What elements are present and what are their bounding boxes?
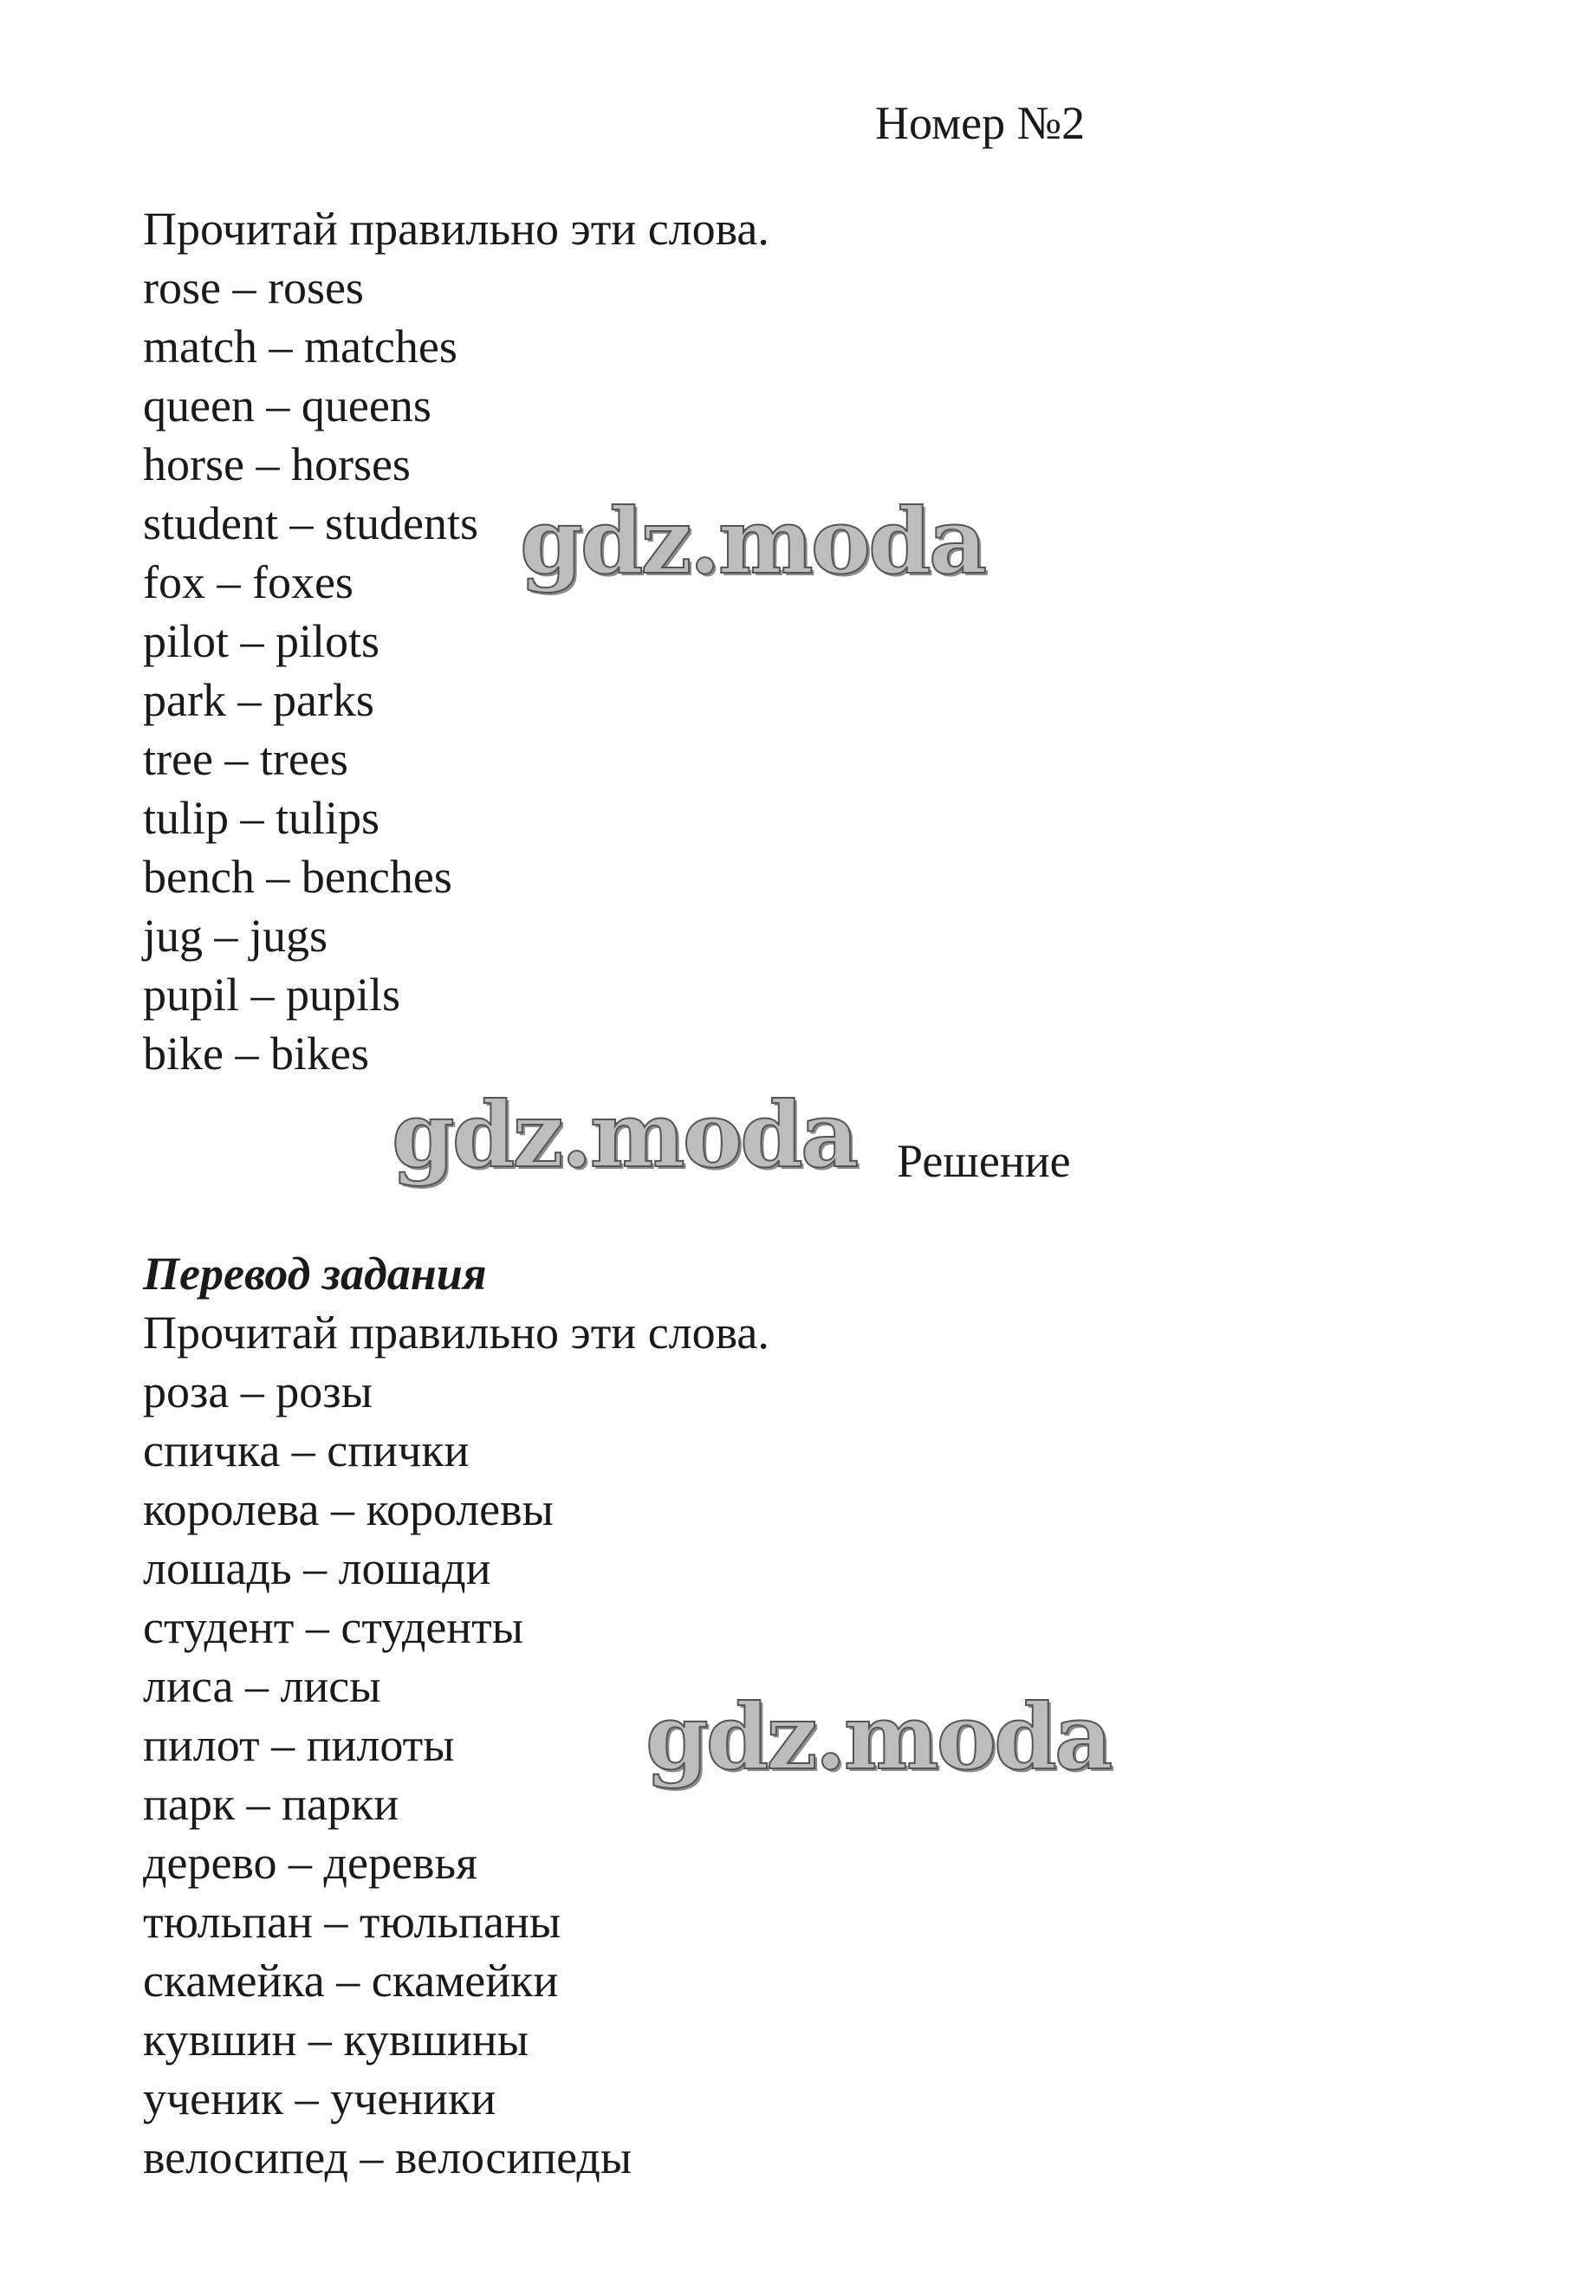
word-pair: park – parks <box>143 674 374 726</box>
translated-pair: спичка – спички <box>143 1424 470 1476</box>
word-pair: horse – horses <box>143 438 411 490</box>
task-number: Номер №2 <box>875 97 1086 149</box>
translated-pair: кувшин – кувшины <box>143 2014 529 2066</box>
word-pair: fox – foxes <box>143 556 354 608</box>
translated-pair: королева – королевы <box>143 1483 554 1535</box>
watermark-logo: gdz.moda <box>392 1081 857 1188</box>
translation-instruction: Прочитай правильно эти слова. <box>143 1307 769 1359</box>
translated-pair: скамейка – скамейки <box>143 1955 559 2007</box>
watermark-logo: gdz.moda <box>520 488 985 594</box>
word-pair: tulip – tulips <box>143 792 380 844</box>
translated-pair: парк – парки <box>143 1778 399 1830</box>
word-pair: bike – bikes <box>143 1028 369 1080</box>
translated-pair: дерево – деревья <box>143 1837 477 1889</box>
word-pair: pilot – pilots <box>143 615 380 667</box>
translated-pair: роза – розы <box>143 1365 373 1417</box>
word-pair: rose – roses <box>143 262 364 314</box>
task-instruction: Прочитай правильно эти слова. <box>143 203 769 255</box>
word-pair: tree – trees <box>143 733 348 785</box>
watermark-logo: gdz.moda <box>646 1683 1111 1790</box>
word-pair: pupil – pupils <box>143 969 401 1021</box>
word-pair: bench – benches <box>143 851 452 903</box>
word-pair: student – students <box>143 497 478 549</box>
translated-pair: пилот – пилоты <box>143 1719 455 1771</box>
translated-pair: велосипед – велосипеды <box>143 2131 633 2183</box>
translated-pair: студент – студенты <box>143 1601 524 1653</box>
translation-heading: Перевод задания <box>143 1248 487 1300</box>
translated-pair: ученик – ученики <box>143 2072 496 2124</box>
translated-pair: тюльпан – тюльпаны <box>143 1896 561 1948</box>
task-block <box>143 199 769 1083</box>
translated-pair: лошадь – лошади <box>143 1542 491 1594</box>
translated-pair: лиса – лисы <box>143 1660 381 1712</box>
solution-label: Решение <box>897 1135 1071 1187</box>
word-pair: match – matches <box>143 321 457 373</box>
word-pair: queen – queens <box>143 379 431 431</box>
word-pair: jug – jugs <box>143 910 328 962</box>
